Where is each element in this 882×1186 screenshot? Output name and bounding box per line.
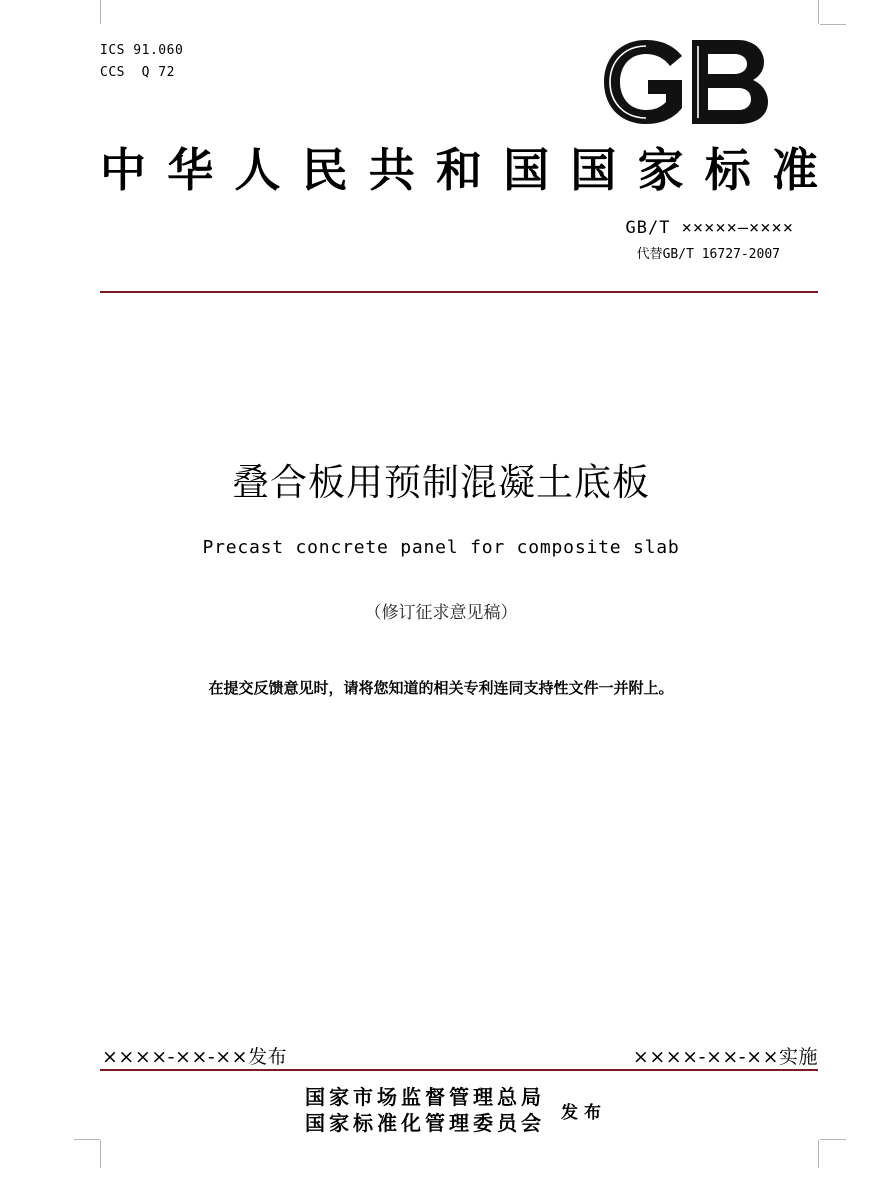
- document-title-cn: 叠合板用预制混凝土底板: [232, 461, 650, 504]
- crop-mark-bottom-right-horizontal: [820, 1139, 846, 1140]
- standard-number: GB/T ×××××—××××: [625, 218, 794, 238]
- issuers-block: [305, 1084, 607, 1136]
- document-title-en: Precast concrete panel for composite slab: [202, 537, 680, 558]
- ics-code: ICS 91.060: [100, 43, 184, 58]
- draft-status: （修订征求意见稿）: [364, 603, 518, 623]
- ccs-code: CCS Q 72: [100, 65, 175, 80]
- national-standard-title: 中华人民共和国国家标准: [100, 143, 818, 197]
- issuer-sac: 国家标准化管理委员会: [305, 1111, 545, 1135]
- issue-label: 发布: [561, 1102, 607, 1123]
- gb-logo: [600, 36, 770, 128]
- patent-notice: 在提交反馈意见时，请将您知道的相关专利连同支持性文件一并附上。: [208, 679, 674, 697]
- crop-mark-bottom-left-horizontal: [74, 1139, 100, 1140]
- replaces-standard: 代替GB/T 16727-2007: [636, 247, 780, 262]
- issuer-samr: 国家市场监督管理总局: [305, 1085, 545, 1109]
- header-rule: [100, 291, 818, 293]
- crop-mark-bottom-right-vertical: [818, 1140, 819, 1168]
- classification-codes: [100, 40, 183, 84]
- issuer-list: [305, 1084, 545, 1136]
- crop-mark-top-right-horizontal: [820, 24, 846, 25]
- publish-date: ××××-××-××发布: [102, 1046, 288, 1068]
- footer-rule: [100, 1069, 818, 1071]
- crop-mark-bottom-left-vertical: [100, 1140, 101, 1168]
- crop-mark-top-right-vertical: [818, 0, 819, 24]
- crop-mark-top-left-vertical: [100, 0, 101, 24]
- implement-date: ××××-××-××实施: [632, 1046, 818, 1068]
